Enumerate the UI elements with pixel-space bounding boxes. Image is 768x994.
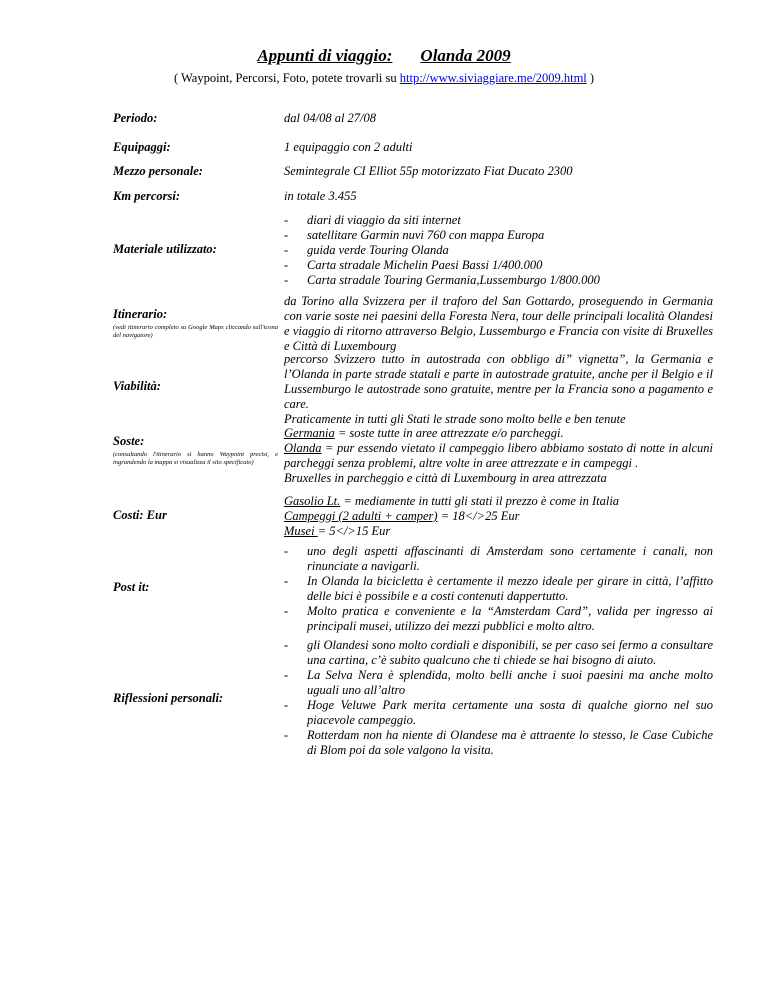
subtitle-before: ( Waypoint, Percorsi, Foto, potete trovarli su	[173, 71, 400, 85]
list-item: - gli Olandesi sono molto cordiali e disponibili, se per caso sei fermo a consultare una cartina, c’è subito qualcuno che ti chiede se hai bisogno di aiuto.	[284, 638, 713, 667]
label-soste: Soste: (consultando l'itinerario si hanno Waypoint precisi, e ingrandendo la mappa si visualizza il sito specificato)	[113, 434, 278, 466]
materiale-list	[284, 213, 713, 288]
label-equipaggi: Equipaggi:	[113, 140, 171, 154]
label-viabilita: Viabilità:	[113, 379, 161, 393]
list-item: - Carta stradale Michelin Paesi Bassi 1/400.000	[284, 258, 543, 272]
list-item: - diari di viaggio da siti internet	[284, 213, 461, 227]
soste-note: (consultando l'itinerario si hanno Waypoint precisi, e ingrandendo la mappa si visualizza il sito specificato)	[113, 451, 278, 466]
value-equipaggi: 1 equipaggio con 2 adulti	[284, 140, 413, 154]
list-item: - guida verde Touring Olanda	[284, 243, 449, 257]
label-periodo: Periodo:	[113, 111, 158, 125]
list-item: - Rotterdam non ha niente di Olandese ma è attraente lo stesso, le Case Cubiche di Blom poi da sole valgono la visita.	[284, 728, 713, 757]
title-part1: Appunti di viaggio:	[257, 46, 393, 65]
value-costi: Gasolio Lt. = mediamente in tutti gli stati il prezzo è come in Italia Campeggi (2 adulti + camper) = 18</>25 Eur Musei = 5</>15 Eur	[284, 494, 620, 538]
subtitle-after: )	[586, 71, 595, 85]
label-itinerario: Itinerario: (vedi itinerario completo su Google Maps cliccando sull'icona del navigatore)	[113, 307, 278, 339]
label-costi: Costi: Eur	[113, 508, 167, 522]
list-item: - uno degli aspetti affascinanti di Amsterdam sono certamente i canali, non rinunciate a navigarli.	[284, 544, 713, 573]
title-part2: Olanda 2009	[420, 46, 511, 65]
list-item: - Molto pratica e conveniente e la “Amsterdam Card”, valida per ingresso ai principali musei, utilizzo dei mezzi pubblici e molto altro.	[284, 604, 713, 633]
value-soste: Germania = soste tutte in aree attrezzate e/o parcheggi. Olanda = pur essendo vietato il campeggio libero abbiamo sostato di notte in alcuni parcheggi senza problemi, altre volte in aree attrezzate e in campeggi . Bruxelles in parcheggio e città di Luxembourg in area attrezzata	[284, 426, 713, 485]
list-item: - In Olanda la bicicletta è certamente il mezzo ideale per girare in città, l’affitto delle bici è possibile e a costi contenuti dappertutto.	[284, 574, 713, 603]
list-item: - Carta stradale Touring Germania,Lussemburgo 1/800.000	[284, 273, 600, 287]
riflessioni-list	[284, 638, 713, 758]
label-mezzo: Mezzo personale:	[113, 164, 203, 178]
value-mezzo: Semintegrale CI Elliot 55p motorizzato Fiat Ducato 2300	[284, 164, 573, 178]
value-periodo: dal 04/08 al 27/08	[284, 111, 377, 125]
label-km: Km percorsi:	[113, 189, 181, 203]
list-item: - satellitare Garmin nuvi 760 con mappa Europa	[284, 228, 545, 242]
label-postit: Post it:	[113, 580, 150, 594]
website-link[interactable]: http://www.siviaggiare.me/2009.html	[399, 71, 587, 85]
list-item: - La Selva Nera è splendida, molto belli anche i suoi paesini ma anche molto uguali uno all’altro	[284, 668, 713, 697]
subtitle	[0, 71, 768, 86]
list-item: - Hoge Veluwe Park merita certamente una sosta di qualche giorno nel suo piacevole campeggio.	[284, 698, 713, 727]
page-title	[0, 46, 768, 66]
label-riflessioni: Riflessioni personali:	[113, 691, 224, 705]
value-km: in totale 3.455	[284, 189, 357, 203]
value-viabilita: percorso Svizzero tutto in autostrada con obbligo di” vignetta”, la Germania e l’Olanda in parte strade statali e parte in autostrade gratuite, anche per il Belgio e il Lussemburgo le autostrade sono gratuite, mentre per la Francia sono a pagamento e care. Praticamente in tutti gli Stati le strade sono molto belle e ben tenute	[284, 352, 713, 426]
value-itinerario: da Torino alla Svizzera per il traforo del San Gottardo, proseguendo in Germania con varie soste nei paesini della Foresta Nera, tour delle principali località Olandesi e viaggio di ritorno attraverso Belgio, Lussemburgo e Francia con visite di Bruxelles e Città di Luxembourg	[284, 294, 713, 353]
itinerario-note: (vedi itinerario completo su Google Maps cliccando sull'icona del navigatore)	[113, 324, 278, 339]
label-materiale: Materiale utilizzato:	[113, 242, 217, 256]
postit-list	[284, 544, 713, 634]
